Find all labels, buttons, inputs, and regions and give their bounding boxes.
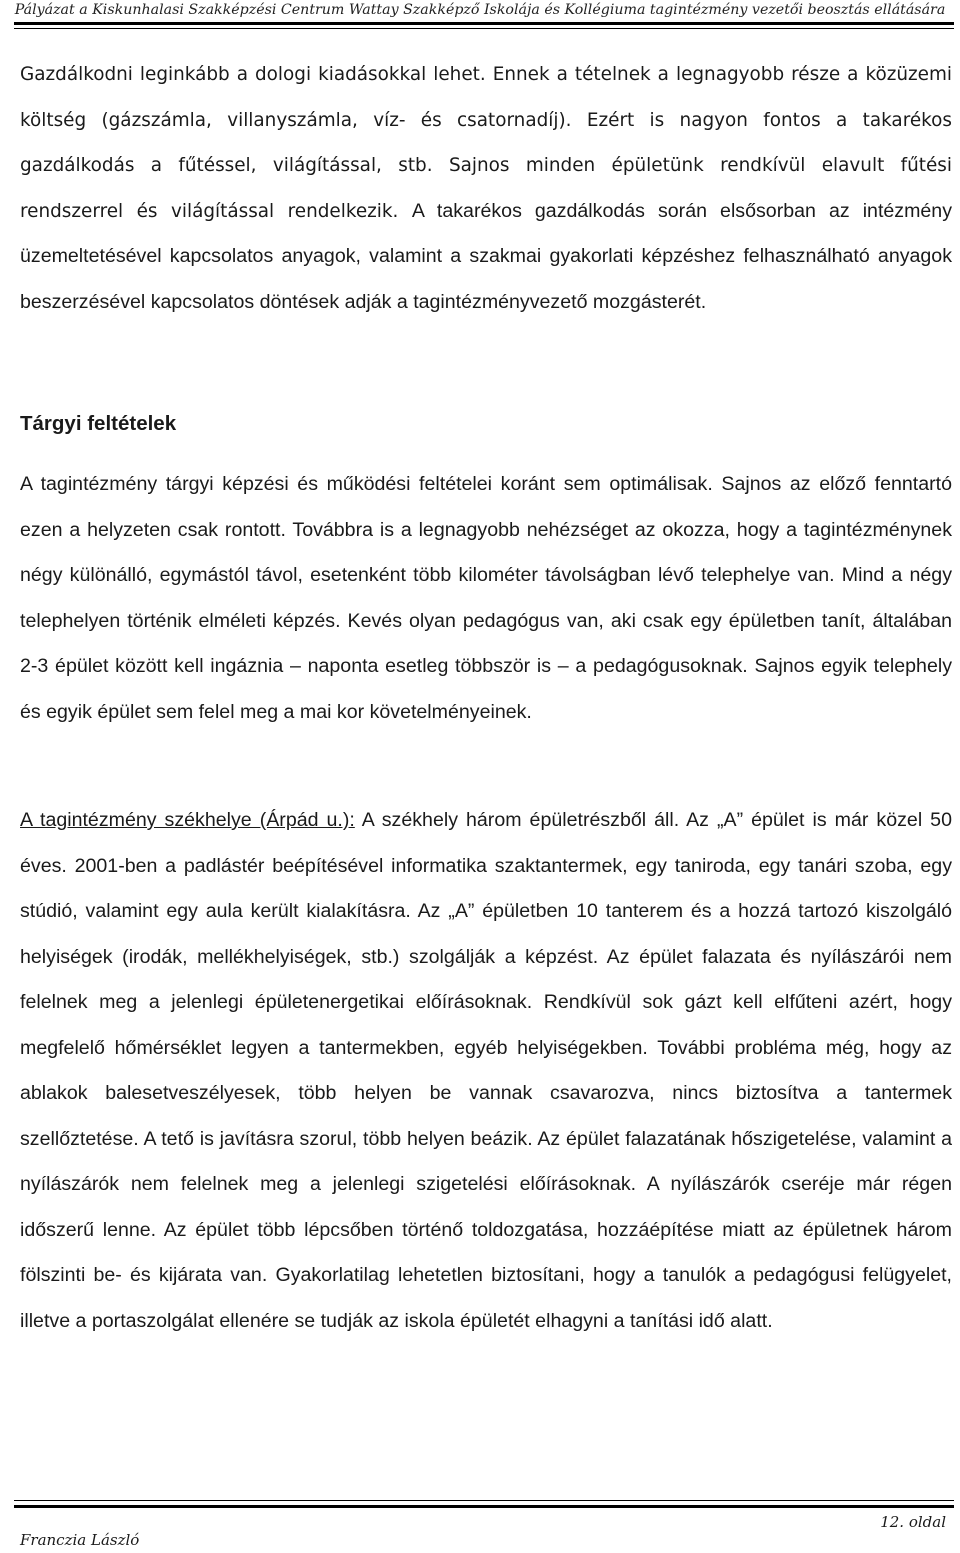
- intro-text-part2: A takarékos gazdálkodás során elsősorban az intézmény üzemeltetésével kapcsolatos anyagok, valamint a szakmai gyakorlati képzéshez felhasználható anyagok beszerzésével kapcsolatos döntések adják a tagintézményvezető mozgásterét.: [20, 199, 953, 313]
- footer-author: Franczia László: [20, 1531, 140, 1549]
- header-rule-thin: [14, 28, 954, 29]
- section-heading-targyi: Tárgyi feltételek: [20, 412, 177, 435]
- footer-rule-thick: [14, 1505, 954, 1508]
- page-header: Pályázat a Kiskunhalasi Szakképzési Centrum Wattay Szakképző Iskolája és Kollégiuma tagintézmény vezetői beosztás ellátására: [14, 2, 946, 18]
- footer-rule-thin: [14, 1500, 954, 1501]
- szekhely-paragraph: [20, 798, 952, 1344]
- intro-text-part1: Gazdálkodni leginkább a dologi kiadásokkal lehet. Ennek a tételnek a legnagyobb része a közüzemi költség (gázszámla, villanyszámla, víz- és csatornadíj). Ezért is nagyon fontos a takarékos gazdálkodás a fűtéssel, világítással, stb. Sajnos minden épületünk rendkívül elavult fűtési rendszerrel és világítással rendelkezik.: [20, 64, 952, 222]
- targyi-paragraph: A tagintézmény tárgyi képzési és működési feltételei koránt sem optimálisak. Sajnos az előző fenntartó ezen a helyzeten csak rontott. Továbbra is a legnagyobb nehézséget az okozza, hogy a tagintézménynek négy különálló, egymástól távol, esetenként több kilométer távolságban lévő telephelye van. Mind a négy telephelyen történik elméleti képzés. Kevés olyan pedagógus van, aki csak egy épületben tanít, általában 2-3 épület között kell ingáznia – naponta esetleg többször is – a pedagógusoknak. Sajnos egyik telephely és egyik épület sem felel meg a mai kor követelményeinek.: [20, 473, 952, 723]
- header-rule-thick: [14, 22, 954, 25]
- intro-paragraph: [20, 52, 952, 325]
- szekhely-text: A székhely három épületrészből áll. Az „A” épület is már közel 50 éves. 2001-ben a padlástér beépítésével informatika szaktantermek, egy taniroda, egy tanári szoba, egy stúdió, valamint egy aula került kialakításra. Az „A” épületben 10 tanterem és a hozzá tartozó kiszolgáló helyiségek (irodák, mellékhelyiségek, stb.) szolgálják a képzést. Az épület falazata és nyílászárói nem felelnek meg a jelenlegi épületenergetikai előírásoknak. Rendkívül sok gázt kell elfűteni azért, hogy megfelelő hőmérséklet legyen a tantermekben, egyéb helyiségekben. További probléma még, hogy az ablakok balesetveszélyesek, több helyen be vannak csavarozva, nincs biztosítva a tantermek szellőztetése. A tető is javításra szorul, több helyen beázik. Az épület falazatának hőszigetelése, valamint a nyílászárók nem felelnek meg a jelenlegi szigetelési előírásoknak. A nyílászárók cseréje már régen időszerű lenne. Az épület több lépcsőben történő toldozgatása, hozzáépítése miatt az épületnek három fölszinti be- és kijárata van. Gyakorlatilag lehetetlen biztosítani, hogy a tanulók a pedagógusi felügyelet, illetve a portaszolgálat ellenére se tudják az iskola épületét elhagyni a tanítási idő alatt.: [20, 809, 952, 1332]
- page-number: 12. oldal: [880, 1513, 946, 1531]
- szekhely-label: A tagintézmény székhelye (Árpád u.):: [20, 809, 355, 831]
